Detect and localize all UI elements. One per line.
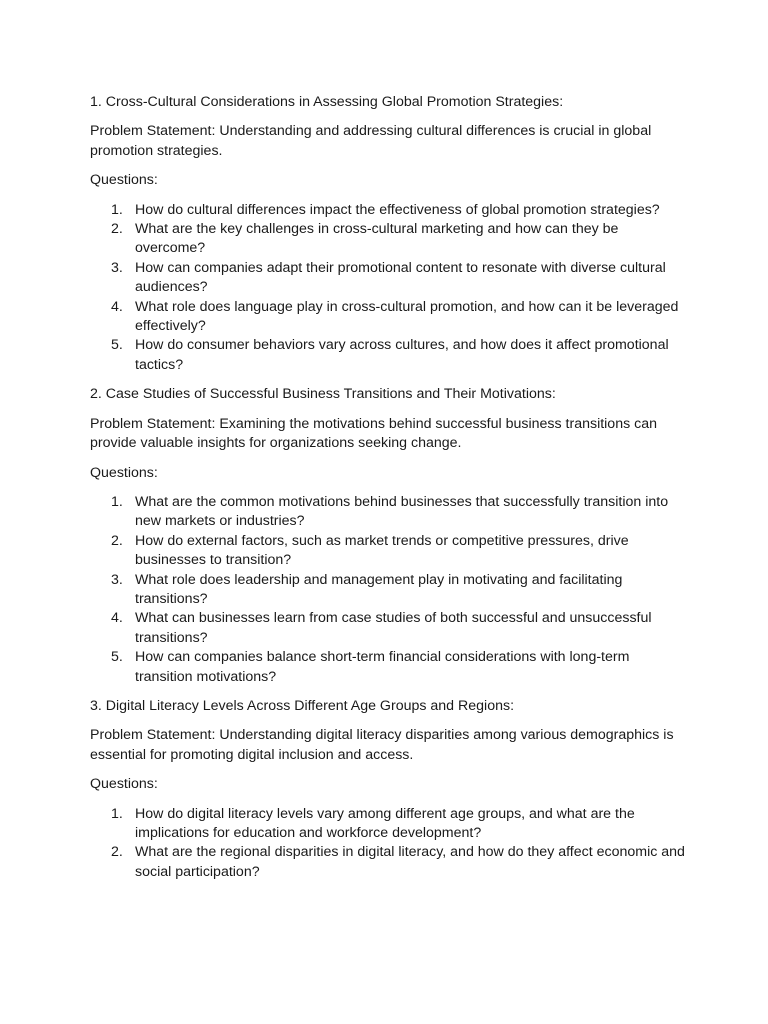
list-item-text: What are the common motivations behind businesses that successfully transition into new markets or industries? xyxy=(135,493,669,530)
list-number: 4. xyxy=(111,298,123,315)
list-number: 1. xyxy=(111,201,123,218)
list-number: 3. xyxy=(111,571,123,588)
section-1 xyxy=(90,93,690,375)
list-item-text: What can businesses learn from case studies of both successful and unsuccessful transitions? xyxy=(135,610,652,646)
list-item xyxy=(90,336,690,375)
list-item-text: How do external factors, such as market trends or competitive pressures, drive businesses to transition? xyxy=(135,532,629,569)
question-list xyxy=(90,493,690,687)
section-title: 2. Case Studies of Successful Business Transitions and Their Motivations: xyxy=(90,386,556,403)
list-item-text: What are the key challenges in cross-cultural marketing and how can they be overcome? xyxy=(135,221,619,257)
list-number: 5. xyxy=(111,649,123,666)
list-item-text: How can companies balance short-term financial considerations with long-term transition motivations? xyxy=(135,649,630,685)
list-number: 1. xyxy=(111,493,123,510)
list-item-text: What role does leadership and management play in motivating and facilitating transitions? xyxy=(135,571,623,607)
list-number: 1. xyxy=(111,805,123,822)
list-item-text: What role does language play in cross-cultural promotion, and how can it be leveraged effectively? xyxy=(135,298,679,335)
list-item xyxy=(90,532,690,571)
problem-statement: Problem Statement: Understanding digital literacy disparities among various demographics is essential for promoting digital inclusion and access. xyxy=(90,727,674,763)
questions-label: Questions: xyxy=(90,776,158,793)
list-item-text: How do cultural differences impact the effectiveness of global promotion strategies? xyxy=(135,201,660,218)
list-item xyxy=(90,220,690,259)
document-page xyxy=(90,93,690,892)
section-title: 1. Cross-Cultural Considerations in Assessing Global Promotion Strategies: xyxy=(90,94,564,110)
list-item xyxy=(90,201,690,220)
section-3 xyxy=(90,697,690,882)
list-item xyxy=(90,259,690,298)
questions-label: Questions: xyxy=(90,464,158,481)
questions-label: Questions: xyxy=(90,172,158,189)
list-number: 4. xyxy=(111,610,123,627)
list-item-text: What are the regional disparities in digital literacy, and how do they affect economic and social participation? xyxy=(135,844,685,880)
list-item xyxy=(90,805,690,844)
list-number: 2. xyxy=(111,532,123,549)
list-item xyxy=(90,571,690,610)
list-item xyxy=(90,843,690,882)
problem-statement: Problem Statement: Understanding and addressing cultural differences is crucial in global promotion strategies. xyxy=(90,123,652,159)
question-list xyxy=(90,201,690,376)
list-item-text: How do digital literacy levels vary among different age groups, and what are the implications for education and workforce development? xyxy=(135,805,635,841)
section-2 xyxy=(90,385,690,687)
list-item xyxy=(90,648,690,687)
list-number: 2. xyxy=(111,221,123,238)
list-item xyxy=(90,609,690,648)
list-item xyxy=(90,493,690,532)
list-item-text: How can companies adapt their promotional content to resonate with diverse cultural audiences? xyxy=(135,259,666,296)
list-number: 2. xyxy=(111,844,123,861)
question-list xyxy=(90,805,690,883)
list-item-text: How do consumer behaviors vary across cultures, and how does it affect promotional tactics? xyxy=(135,337,669,373)
list-item xyxy=(90,298,690,337)
list-number: 3. xyxy=(111,259,123,276)
section-title: 3. Digital Literacy Levels Across Different Age Groups and Regions: xyxy=(90,697,515,714)
problem-statement: Problem Statement: Examining the motivations behind successful business transitions can provide valuable insights for organizations seeking change. xyxy=(90,415,658,452)
list-number: 5. xyxy=(111,337,123,354)
